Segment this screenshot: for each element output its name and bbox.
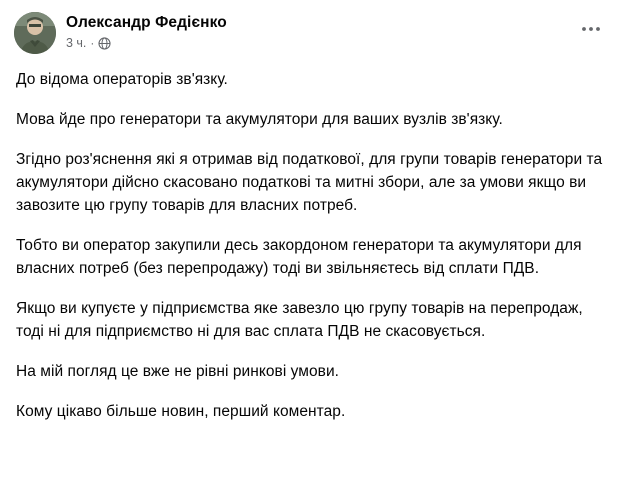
- post-content: [0, 54, 622, 423]
- post-timestamp[interactable]: 3 ч.: [66, 36, 87, 50]
- post-options-button[interactable]: [576, 18, 606, 40]
- post-paragraph: Кому цікаво більше новин, перший коментар.: [16, 403, 346, 420]
- post-meta: [66, 36, 227, 50]
- post-author-block: [66, 12, 227, 50]
- meta-separator: ·: [90, 36, 95, 50]
- author-name[interactable]: Олександр Федієнко: [66, 14, 227, 31]
- post-paragraph: Мова йде про генератори та акумулятори для ваших вузлів зв'язку.: [16, 111, 503, 128]
- avatar-image: [14, 12, 56, 54]
- post-paragraph: Тобто ви оператор закупили десь закордоном генератори та акумулятори для власних потреб (без перепродажу) тоді ви звільняєтесь від сплати ПДВ.: [16, 237, 582, 277]
- ellipsis-icon: [581, 26, 601, 32]
- post-paragraph: Якщо ви купуєте у підприємства яке завезло цю групу товарів на перепродаж, тоді ні для підприємство ні для вас сплата ПДВ не скасовується.: [16, 300, 583, 340]
- globe-icon[interactable]: [98, 37, 111, 50]
- post-header: [0, 0, 622, 54]
- post-paragraph: Згідно роз'яснення які я отримав від податкової, для групи товарів генератори та акумулятори дійсно скасовано податкові та митні збори, але за умови якщо ви завозите цю групу товарів для власних потреб.: [16, 151, 603, 214]
- post-paragraph: До відома операторів зв'язку.: [16, 71, 228, 88]
- avatar[interactable]: [14, 12, 56, 54]
- post-paragraph: На мій погляд це вже не рівні ринкові умови.: [16, 363, 340, 380]
